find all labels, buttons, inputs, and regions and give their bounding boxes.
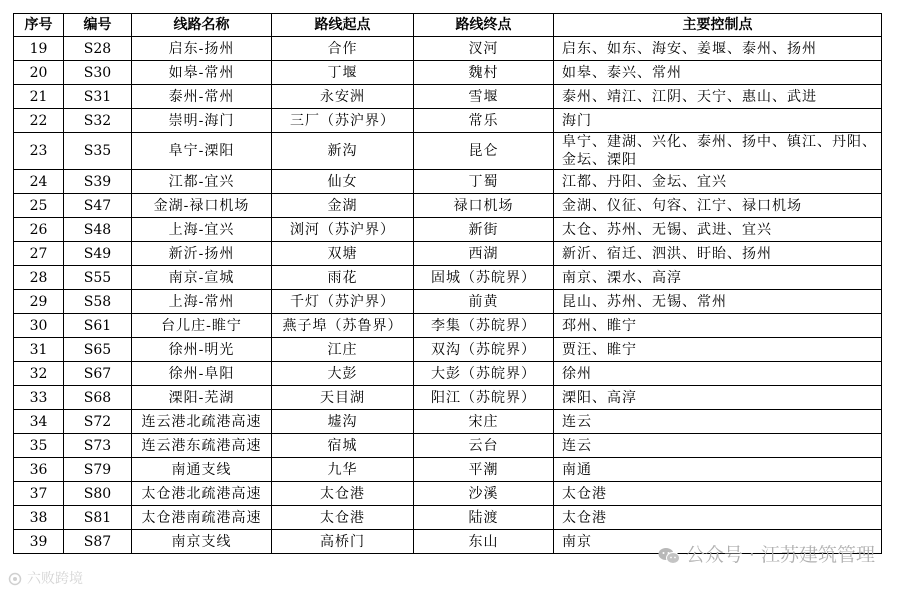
- cell-control-points: 溧阳、高淳: [554, 386, 882, 410]
- cell-control-points: 南京、溧水、高淳: [554, 266, 882, 290]
- cell-code: S35: [64, 133, 132, 170]
- cell-index: 21: [14, 85, 64, 109]
- cell-start-point: 千灯（苏沪界）: [272, 290, 414, 314]
- table-row: [14, 314, 882, 338]
- cell-index: 19: [14, 37, 64, 61]
- cell-code: S65: [64, 338, 132, 362]
- cell-index: 35: [14, 434, 64, 458]
- cell-index: 28: [14, 266, 64, 290]
- cell-code: S32: [64, 109, 132, 133]
- cell-start-point: 高桥门: [272, 530, 414, 554]
- cell-control-points: 太仓港: [554, 482, 882, 506]
- cell-index: 25: [14, 194, 64, 218]
- cell-end-point: 云台: [414, 434, 554, 458]
- cell-control-points: 金湖、仪征、句容、江宁、禄口机场: [554, 194, 882, 218]
- table-row: [14, 482, 882, 506]
- cell-index: 22: [14, 109, 64, 133]
- cell-route-name: 启东-扬州: [132, 37, 272, 61]
- cell-end-point: 魏村: [414, 61, 554, 85]
- cell-route-name: 江都-宜兴: [132, 170, 272, 194]
- table-row: [14, 133, 882, 170]
- cell-end-point: 禄口机场: [414, 194, 554, 218]
- cell-start-point: 三厂（苏沪界）: [272, 109, 414, 133]
- cell-control-points: 太仓港: [554, 506, 882, 530]
- cell-index: 29: [14, 290, 64, 314]
- cell-index: 20: [14, 61, 64, 85]
- cell-start-point: 新沟: [272, 133, 414, 170]
- cell-start-point: 燕子埠（苏鲁界）: [272, 314, 414, 338]
- cell-end-point: 昆仑: [414, 133, 554, 170]
- cell-code: S80: [64, 482, 132, 506]
- table-row: [14, 218, 882, 242]
- cell-end-point: 沙溪: [414, 482, 554, 506]
- cell-route-name: 金湖-禄口机场: [132, 194, 272, 218]
- cell-route-name: 南通支线: [132, 458, 272, 482]
- cell-route-name: 阜宁-溧阳: [132, 133, 272, 170]
- table-row: [14, 410, 882, 434]
- cell-start-point: 天目湖: [272, 386, 414, 410]
- cell-end-point: 丁蜀: [414, 170, 554, 194]
- cell-index: 33: [14, 386, 64, 410]
- cell-route-name: 上海-常州: [132, 290, 272, 314]
- header-control-points: 主要控制点: [554, 14, 882, 37]
- cell-control-points: 新沂、宿迁、泗洪、盱眙、扬州: [554, 242, 882, 266]
- cell-start-point: 墟沟: [272, 410, 414, 434]
- cell-control-points: 如皋、泰兴、常州: [554, 61, 882, 85]
- cell-route-name: 徐州-阜阳: [132, 362, 272, 386]
- table-row: [14, 170, 882, 194]
- table-row: [14, 434, 882, 458]
- cell-end-point: 平潮: [414, 458, 554, 482]
- cell-start-point: 九华: [272, 458, 414, 482]
- table-header-row: [14, 14, 882, 37]
- cell-index: 36: [14, 458, 64, 482]
- cell-index: 32: [14, 362, 64, 386]
- cell-end-point: 新街: [414, 218, 554, 242]
- cell-start-point: 双塘: [272, 242, 414, 266]
- header-route-name: 线路名称: [132, 14, 272, 37]
- corner-logo-icon: [8, 572, 24, 586]
- cell-end-point: 双沟（苏皖界）: [414, 338, 554, 362]
- cell-control-points: 江都、丹阳、金坛、宜兴: [554, 170, 882, 194]
- table-row: [14, 61, 882, 85]
- table-row: [14, 37, 882, 61]
- cell-index: 24: [14, 170, 64, 194]
- cell-end-point: 李集（苏皖界）: [414, 314, 554, 338]
- cell-route-name: 徐州-明光: [132, 338, 272, 362]
- cell-control-points: 启东、如东、海安、姜堰、泰州、扬州: [554, 37, 882, 61]
- cell-route-name: 连云港北疏港高速: [132, 410, 272, 434]
- cell-control-points: 南通: [554, 458, 882, 482]
- cell-start-point: 太仓港: [272, 482, 414, 506]
- cell-code: S49: [64, 242, 132, 266]
- cell-code: S30: [64, 61, 132, 85]
- table-row: [14, 290, 882, 314]
- cell-control-points: 南京: [554, 530, 882, 554]
- table-row: [14, 266, 882, 290]
- cell-index: 38: [14, 506, 64, 530]
- cell-start-point: 仙女: [272, 170, 414, 194]
- header-code: 编号: [64, 14, 132, 37]
- cell-start-point: 雨花: [272, 266, 414, 290]
- header-start-point: 路线起点: [272, 14, 414, 37]
- cell-end-point: 雪堰: [414, 85, 554, 109]
- cell-index: 27: [14, 242, 64, 266]
- table-row: [14, 506, 882, 530]
- cell-code: S68: [64, 386, 132, 410]
- cell-start-point: 金湖: [272, 194, 414, 218]
- cell-index: 34: [14, 410, 64, 434]
- table-row: [14, 109, 882, 133]
- cell-control-points: 阜宁、建湖、兴化、泰州、扬中、镇江、丹阳、金坛、溧阳: [554, 133, 882, 170]
- cell-control-points: 徐州: [554, 362, 882, 386]
- cell-index: 26: [14, 218, 64, 242]
- cell-index: 30: [14, 314, 64, 338]
- watermark-corner-text: 六败跨境: [27, 571, 83, 587]
- cell-control-points: 连云: [554, 434, 882, 458]
- table-row: [14, 362, 882, 386]
- cell-code: S72: [64, 410, 132, 434]
- cell-end-point: 阳江（苏皖界）: [414, 386, 554, 410]
- cell-end-point: 大彭（苏皖界）: [414, 362, 554, 386]
- cell-index: 39: [14, 530, 64, 554]
- watermark-wechat-text: 公众号 · 江苏建筑管理: [685, 544, 875, 566]
- cell-end-point: 前黄: [414, 290, 554, 314]
- cell-start-point: 江庄: [272, 338, 414, 362]
- cell-end-point: 汊河: [414, 37, 554, 61]
- cell-route-name: 溧阳-芜湖: [132, 386, 272, 410]
- cell-control-points: 昆山、苏州、无锡、常州: [554, 290, 882, 314]
- cell-start-point: 大彭: [272, 362, 414, 386]
- cell-route-name: 太仓港南疏港高速: [132, 506, 272, 530]
- cell-route-name: 太仓港北疏港高速: [132, 482, 272, 506]
- cell-route-name: 上海-宜兴: [132, 218, 272, 242]
- cell-index: 31: [14, 338, 64, 362]
- cell-code: S47: [64, 194, 132, 218]
- cell-code: S39: [64, 170, 132, 194]
- cell-code: S28: [64, 37, 132, 61]
- cell-control-points: 泰州、靖江、江阴、天宁、惠山、武进: [554, 85, 882, 109]
- cell-code: S48: [64, 218, 132, 242]
- cell-start-point: 宿城: [272, 434, 414, 458]
- cell-code: S79: [64, 458, 132, 482]
- cell-start-point: 太仓港: [272, 506, 414, 530]
- cell-control-points: 贾汪、睢宁: [554, 338, 882, 362]
- cell-control-points: 连云: [554, 410, 882, 434]
- cell-code: S81: [64, 506, 132, 530]
- header-index: 序号: [14, 14, 64, 37]
- cell-route-name: 新沂-扬州: [132, 242, 272, 266]
- cell-end-point: 陆渡: [414, 506, 554, 530]
- cell-control-points: 太仓、苏州、无锡、武进、宜兴: [554, 218, 882, 242]
- cell-route-name: 如皋-常州: [132, 61, 272, 85]
- cell-code: S67: [64, 362, 132, 386]
- cell-route-name: 台儿庄-睢宁: [132, 314, 272, 338]
- cell-index: 37: [14, 482, 64, 506]
- table-row: [14, 194, 882, 218]
- cell-end-point: 宋庄: [414, 410, 554, 434]
- cell-code: S55: [64, 266, 132, 290]
- cell-start-point: 丁堰: [272, 61, 414, 85]
- cell-code: S61: [64, 314, 132, 338]
- table-row: [14, 386, 882, 410]
- cell-index: 23: [14, 133, 64, 170]
- cell-start-point: 永安洲: [272, 85, 414, 109]
- watermark-wechat: [658, 540, 875, 567]
- watermark-corner: [8, 568, 83, 588]
- cell-start-point: 合作: [272, 37, 414, 61]
- cell-code: S87: [64, 530, 132, 554]
- cell-code: S73: [64, 434, 132, 458]
- route-table: [13, 13, 882, 554]
- cell-end-point: 常乐: [414, 109, 554, 133]
- table-row: [14, 338, 882, 362]
- table-row: [14, 85, 882, 109]
- cell-route-name: 连云港东疏港高速: [132, 434, 272, 458]
- table-row: [14, 458, 882, 482]
- cell-start-point: 浏河（苏沪界）: [272, 218, 414, 242]
- header-end-point: 路线终点: [414, 14, 554, 37]
- cell-route-name: 泰州-常州: [132, 85, 272, 109]
- cell-code: S58: [64, 290, 132, 314]
- cell-end-point: 东山: [414, 530, 554, 554]
- cell-control-points: 邳州、睢宁: [554, 314, 882, 338]
- cell-end-point: 西湖: [414, 242, 554, 266]
- cell-control-points: 海门: [554, 109, 882, 133]
- cell-end-point: 固城（苏皖界）: [414, 266, 554, 290]
- cell-route-name: 南京-宣城: [132, 266, 272, 290]
- table-row: [14, 242, 882, 266]
- cell-code: S31: [64, 85, 132, 109]
- wechat-icon: [658, 547, 680, 565]
- cell-route-name: 崇明-海门: [132, 109, 272, 133]
- cell-route-name: 南京支线: [132, 530, 272, 554]
